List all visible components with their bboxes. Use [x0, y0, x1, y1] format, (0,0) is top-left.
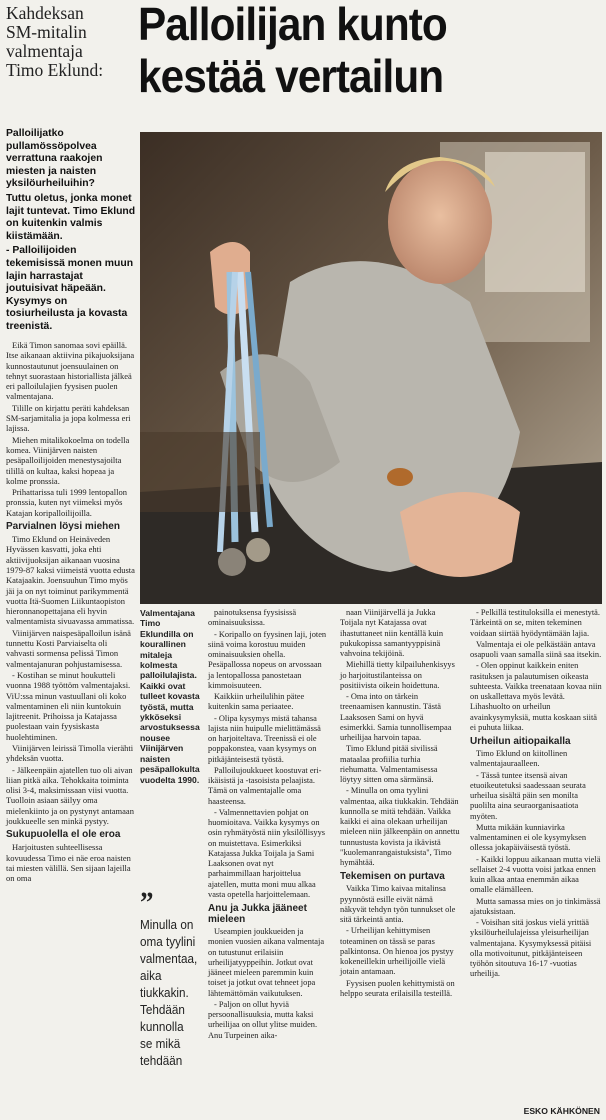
- body-paragraph: Timo Eklund pitää sivilissä mataalaa profiilia turhia riehumatta. Valmentamisessa löytyy sitten oma särmänsä.: [340, 744, 438, 784]
- body-paragraph: - Voisihan sitä joskus vielä yrittää yksilöurheilulajeissa yleisurheilijan valmentajana. Kysymyksessä pitäisi olla motivoitunut, pitkäjänteiseen työhön sitoutuva 16-17 -vuotias urheilija.: [470, 918, 592, 979]
- pull-quote-line: Minulla on: [140, 917, 194, 932]
- lead-paragraph: - Palloilijoiden tekemisissä monen muun lajin harrastajat joutuisivat häpeään. Kysymys on tosiurheilusta ja kovasta treenistä.: [6, 245, 134, 332]
- body-paragraph: Eikä Timon sanomaa sovi epäillä. Itse aikanaan aktiivina pikajuoksijana kunnostautunut joensuulainen on tehnyt suorastaan historiallista jälkeä eri palloilulajien fyysisen puolen valmentajana.: [6, 340, 135, 402]
- kicker-line: SM-mitalin: [6, 22, 87, 42]
- body-paragraph: - Koripallo on fyysinen laji, joten siinä voima korostuu muiden ominaisuuksien ohella. Pesäpallossa nopeus on arvossaan ja lentopallossa panostetaan kimmoisuuteen.: [208, 629, 327, 690]
- lead-paragraph: Tuttu oletus, jonka monet lajit tuntevat. Timo Eklund on kuitenkin valmis kiistämään.: [6, 192, 136, 242]
- body-paragraph: painotuksensa fyysisissä ominaisuuksissa.: [208, 608, 297, 628]
- body-paragraph: Mutta mikään kunniavirka valmentaminen ei ole kysymyksen ollessa jokapäiväisestä työstä.: [470, 822, 587, 853]
- photo-caption-text: Valmentajana Timo Eklundilla on kourallinen mitaleja kolmesta palloilulajista. Kaikki ovat tulleet kovasta työstä, mutta ykköseksi arvostuksessa nousee Viinijärven naisten pesäpallokulta vuodelta 1990.: [140, 608, 200, 785]
- body-paragraph: - Olen oppinut kaikkein eniten rasituksen ja palautumisen oikeasta suhteesta. Vaikka treenataan kovaa niin on uskallettava myös levätä. Lihashuolto on urheilun avainkysymyksiä, mutta koskaan siitä ei puhuta liikaa.: [470, 661, 602, 732]
- subheading: Urheilun aitiopaikalla: [470, 736, 571, 747]
- headline: [138, 0, 567, 102]
- article-column-2: [208, 608, 328, 1042]
- body-paragraph: Vaikka Timo kaivaa mitalinsa pyynnöstä esille eivät nämä näkyvät tehdyn työn tunnukset ole sitä tärkeintä antia.: [340, 884, 456, 924]
- body-paragraph: - Kostihan se minut houkutteli vuonna 1988 työttöm valmentajaksi. ViU:ssa minun vastuullani oli koko valmentaminen eli niin kuntokuin lajitreenit. Prihoissa ja Katajassa puolestaan vain fyysiskasta huolehtiminen.: [6, 669, 131, 742]
- body-paragraph: - Minulla on oma tyylini valmentaa, aika tiukkakin. Tehdään kunnolla se mitä tehdään. Vaikka kaikki ei aina olekaan urheilijan mieleen niin jälkeenpäin on annettu tunnustusta kovista ja ikävistä "kuolemanrangaistuksista", Timo hymähtää.: [340, 786, 460, 867]
- body-paragraph: Kaikkiin urheilulihin pätee kuitenkin sama periaatee.: [208, 692, 305, 712]
- kicker: [6, 4, 134, 80]
- body-paragraph: Timo Eklund on kiitollinen valmentajauraalleen.: [470, 749, 568, 769]
- article-column-1: [6, 340, 136, 885]
- body-paragraph: Useampien joukkueiden ja monien vuosien aikana valmentaja on tutustunut erilaisiin urheilijatyyppeihin. Jotkut ovat jääneet mieleen paremmin kuin toiset ja jotkut ovat tehneet jopa lähtemättömän vaikutuksen.: [208, 927, 325, 998]
- subheading: Parvialnen löysi miehen: [6, 521, 120, 533]
- body-paragraph: - Oma into on tärkein treenaamisen kannustin. Tästä Laaksosen Sami on hyvä esimerkki. Samia tunnollisempaa urheilijaa harvoin tapaa.: [340, 692, 452, 742]
- kicker-line: valmentaja: [6, 41, 83, 61]
- body-paragraph: Prihattarissa tuli 1999 lentopallon pronssia, kuten nyt viimeksi myös Katajan koripalloilijoilla.: [6, 487, 127, 518]
- pull-quote-line: oma tyylini: [140, 934, 196, 949]
- subheading: Anu ja Jukka jääneet mieleen: [208, 903, 307, 925]
- kicker-line: Timo Eklund:: [6, 60, 104, 80]
- lead-paragraphs: [6, 128, 136, 336]
- body-paragraph: - Kaikki loppuu aikanaan mutta vielä sellaiset 2-4 vuotta voisi jatkaa ennen kuin alkaa antaa enemmän aikaa omalle elämälleen.: [470, 854, 601, 895]
- subheading: Sukupuolella el ole eroa: [6, 829, 121, 841]
- headline-line: kestää vertailun: [138, 50, 444, 102]
- pull-quote-line: se mikä: [140, 1036, 181, 1051]
- body-paragraph: - Jälkeenpäin ajatellen tuo oli aivan liian pitkä aika. Tehokkaita toiminta olisi 3-4, maksimissaan viisi vuotta. Tuolloin asiaan säilyy oma mielenkiinto ja on pystynyt antamaan joukkueelle sen minkä pystyy.: [6, 764, 134, 827]
- body-paragraph: naan Viinijärvellä ja Jukka Toijala nyt Katajassa ovat ihastuttaneet niin kentällä kuin pukukopissa samantyyppisinä vahvoina tekijöinä.: [340, 608, 444, 658]
- kicker-line: Kahdeksan: [6, 3, 84, 23]
- pull-quote-line: valmentaa,: [140, 951, 198, 966]
- pull-quote: [140, 886, 199, 1069]
- body-paragraph: - Tässä tuntee itsensä aivan etuoikeutetuksi saadessaan seurata urheilua sisältä päin sen monilta puolilta aina seuraorganisaatiota myöten.: [470, 770, 586, 821]
- pull-quote-line: tiukkakin.: [140, 985, 189, 1000]
- body-paragraph: Harjoitusten suhteellisessa kovuudessa Timo ei näe eroa naisten tai miesten välillä. Sen sijaan lajeilla on oma: [6, 842, 131, 884]
- pull-quote-line: kunnolla: [140, 1019, 184, 1034]
- body-paragraph: Tilille on kirjattu peräti kahdeksan SM-sarjamitalia ja jopa kolmessa eri lajissa.: [6, 402, 131, 434]
- body-paragraph: Viinijärven naispesäpalloilun isänä tunnettu Kosti Parviaiselta oli vahvasti sormensa pelissä Timon valmentajanuran pohjustamisessa.: [6, 627, 131, 669]
- pull-quote-line: tehdään: [140, 1053, 183, 1068]
- quote-mark-icon: ”: [140, 886, 154, 919]
- body-paragraph: - Pelkillä testituloksilla ei menestytä. Tärkeintä on se, miten tekeminen voidaan siirtää hyödyntämään lajia.: [470, 608, 600, 638]
- article-column-4: [470, 608, 602, 981]
- body-paragraph: - Olipa kysymys mistä tahansa lajista niin huipulle mielittämässä on harjoiteltava. Treenissä ei ole poppakonstea, vaan kysymys on pitkäjänteisestä työstä.: [208, 713, 321, 764]
- headline-line: Palloilijan kunto: [138, 0, 447, 50]
- pull-quote-line: Tehdään: [140, 1002, 185, 1017]
- pull-quote-line: aika: [140, 968, 162, 983]
- subheading: Tekemisen on purtava: [340, 871, 445, 883]
- body-paragraph: Fyysisen puolen kehittymistä on helppo seurata erilaisilla testeillä.: [340, 978, 455, 998]
- body-paragraph: - Paljon on ollut hyviä persoonallisuuksia, mutta kaksi urheilijaa on ollut ylitse muiden. Anu Turpeinen aika-: [208, 999, 318, 1040]
- coach-photo: [140, 132, 602, 604]
- byline: ESKO KÄHKÖNEN: [523, 1106, 600, 1116]
- lead-paragraph: Palloilijatko pullamössöpolvea verrattuna raakojen miesten ja naisten yksilöurheiluihin?: [6, 128, 103, 190]
- body-paragraph: Viinijärven leirissä Timolla vierähti yhdeksän vuotta.: [6, 742, 134, 764]
- body-paragraph: - Valmennettavien pohjat on huomioitava. Vaikka kysymys on osin ryhmätyöstä niin yksilöllisyys on muistettava. Esimerkiksi Katajassa Jukka Toijala ja Sami Laaksonen ovat nyt parhaimmillaan harjoittelua ajatellen, mutta moni muu alkaa vasta opetella harjoittelemaan.: [208, 807, 326, 899]
- article-column-3: [340, 608, 460, 1000]
- body-paragraph: Miehillä tietty kilpailuhenkisyys jo harjoitustilanteissa on positiivista oikein hoidettuna.: [340, 660, 455, 690]
- photo-illustration: [140, 132, 602, 604]
- body-paragraph: - Urheilijan kehittymisen toteaminen on tässä se paras palkintonsa. On hienoa jos pystyy kokeneillekin urheilijoille vielä jotain antamaan.: [340, 926, 454, 977]
- body-paragraph: Miehen mitalikokoelma on todella komea. Viinijärven naisten pesäpalloilijoiden menestysajoilta tilillä on kultaa, kaksi hopeaa ja kolme pronssia.: [6, 434, 130, 486]
- body-paragraph: Timo Eklund on Heinäveden Hyvässen kasvatti, joka ehti aktiivijuoksijan aikanaan vuosina 1979-87 kaksi viimeistä vuotta edusta Katajaakin. Joensuuhun Timo myös jäi ja on nyt toiminut parikymmentä vuotta Itä-Suomen Liikuntaopiston hieronnanopettajana eli hyvin valmentamista sivuavassa ammatissa.: [6, 534, 135, 627]
- body-paragraph: Mutta samassa mies on jo tinkimässä ajatuksistaan.: [470, 896, 601, 916]
- photo-caption: [140, 608, 202, 785]
- body-paragraph: Valmentaja ei ole pelkästään antava osapuoli vaan samalla siinä saa itsekin.: [470, 639, 602, 659]
- body-paragraph: Palloilujoukkueet koostuvat eri-ikäisistä ja -tasoisista pelaajista. Tämä on valmentajalle oma haasteensa.: [208, 765, 322, 806]
